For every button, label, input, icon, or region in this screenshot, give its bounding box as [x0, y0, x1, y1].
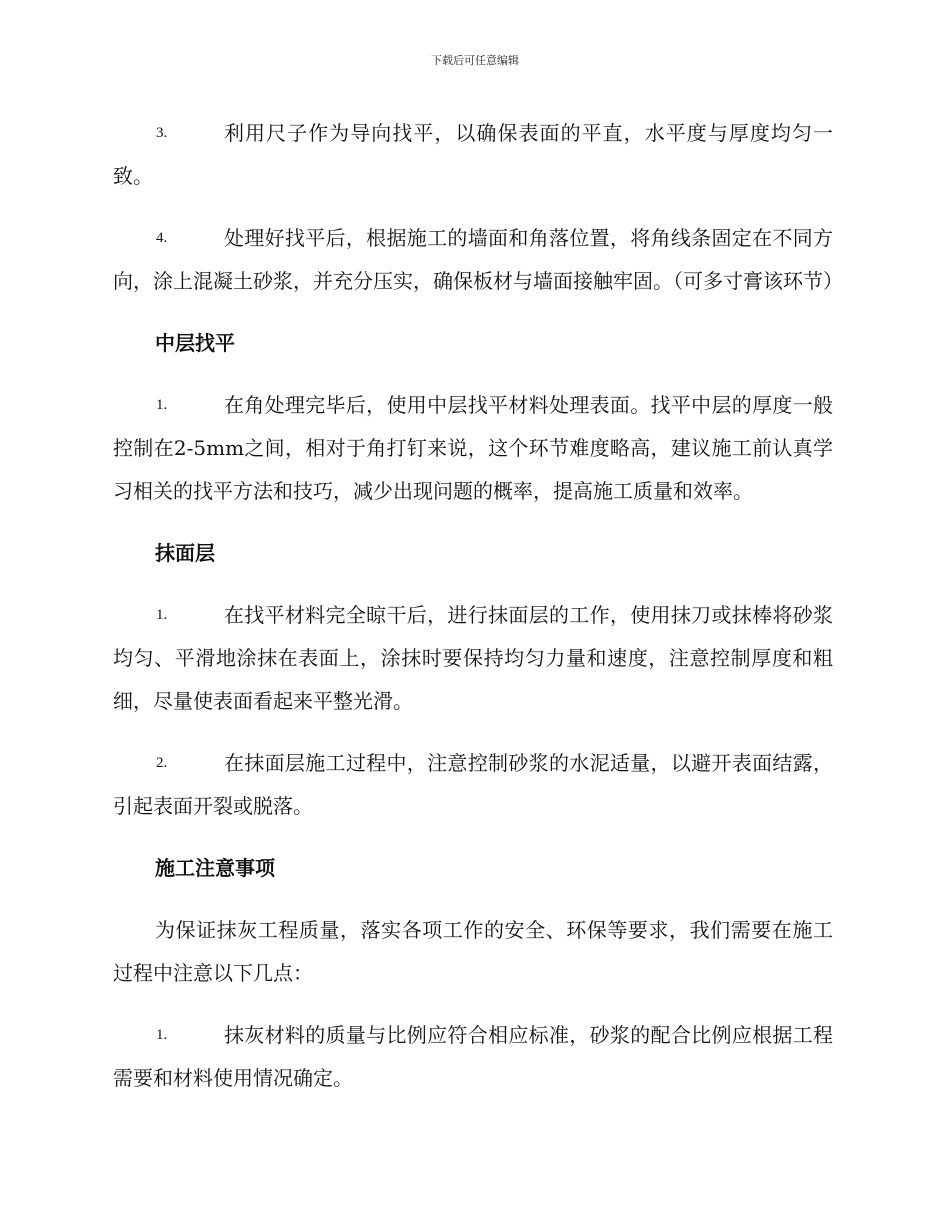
item-number: 2. — [156, 755, 168, 771]
item-number: 1. — [156, 607, 168, 623]
section-heading-precautions: 施工注意事项 — [155, 856, 275, 880]
list-item-4 — [113, 217, 843, 303]
item-number: 1. — [156, 1027, 168, 1043]
section-heading-middle-leveling: 中层找平 — [155, 331, 235, 355]
item-number: 3. — [156, 125, 168, 141]
list-item-2 — [113, 742, 833, 828]
list-item-3 — [113, 112, 833, 198]
page-header: 下载后可任意编辑 — [431, 54, 519, 67]
list-item-1 — [113, 1014, 833, 1100]
item-text: 在抹面层施工过程中，注意控制砂浆的水泥适量，以避开表面结露，引起表面开裂或脱落。 — [113, 751, 833, 818]
intro-paragraph: 为保证抹灰工程质量，落实各项工作的安全、环保等要求，我们需要在施工过程中注意以下几点： — [113, 918, 833, 985]
item-text: 利用尺子作为导向找平，以确保表面的平直，水平度与厚度均匀一致。 — [113, 121, 833, 188]
item-text: 在找平材料完全晾干后，进行抹面层的工作，使用抹刀或抹棒将砂浆均匀、平滑地涂抹在表面上，涂抹时要保持均匀力量和速度，注意控制厚度和粗细，尽量使表面看起来平整光滑。 — [113, 603, 833, 713]
document-body — [113, 112, 843, 1119]
list-item-1 — [113, 594, 833, 723]
item-text: 在角处理完毕后，使用中层找平材料处理表面。找平中层的厚度一般控制在2-5mm之间，相对于角打钉来说，这个环节难度略高，建议施工前认真学习相关的找平方法和技巧，减少出现问题的概率，提高施工质量和效率。 — [113, 393, 833, 503]
item-number: 4. — [156, 230, 168, 246]
item-number: 1. — [156, 397, 168, 413]
section-heading-finish-coat: 抹面层 — [155, 541, 215, 565]
list-item-1 — [113, 384, 833, 513]
item-text: 抹灰材料的质量与比例应符合相应标准，砂浆的配合比例应根据工程需要和材料使用情况确定。 — [113, 1023, 833, 1090]
item-text: 处理好找平后，根据施工的墙面和角落位置，将角线条固定在不同方向，涂上混凝土砂浆，并充分压实，确保板材与墙面接触牢固。（可多寸膏该环节） — [113, 226, 843, 293]
